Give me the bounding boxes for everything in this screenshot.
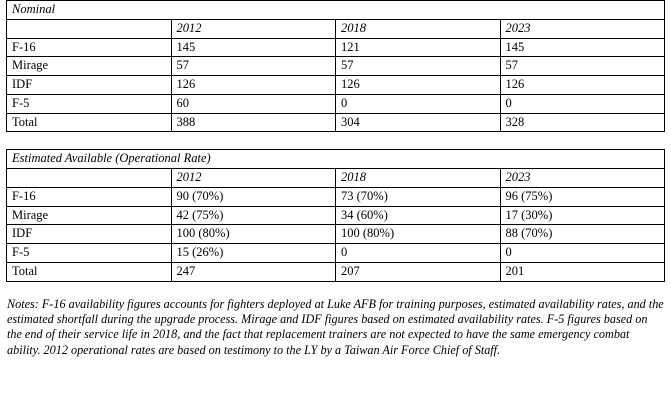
table-row — [7, 76, 665, 95]
total-label: Total — [7, 262, 172, 281]
cell-value: 42 (75%) — [171, 206, 336, 225]
cell-value: 100 (80%) — [171, 225, 336, 244]
cell-value: 17 (30%) — [500, 206, 665, 225]
table-header-row — [7, 19, 665, 38]
table-row — [7, 225, 665, 244]
column-header-2023: 2023 — [500, 169, 665, 188]
total-value: 328 — [500, 113, 665, 132]
cell-value: 34 (60%) — [336, 206, 501, 225]
column-header-blank — [7, 19, 172, 38]
row-label: F-5 — [7, 94, 172, 113]
row-label: F-16 — [7, 38, 172, 57]
column-header-2012: 2012 — [171, 169, 336, 188]
table-row — [7, 57, 665, 76]
cell-value: 0 — [500, 94, 665, 113]
table-caption-row — [7, 150, 665, 169]
total-value: 201 — [500, 262, 665, 281]
cell-value: 0 — [336, 94, 501, 113]
cell-value: 126 — [171, 76, 336, 95]
column-header-blank — [7, 169, 172, 188]
table-row — [7, 206, 665, 225]
table-row — [7, 187, 665, 206]
cell-value: 88 (70%) — [500, 225, 665, 244]
table-caption: Nominal — [7, 1, 665, 20]
cell-value: 57 — [500, 57, 665, 76]
cell-value: 60 — [171, 94, 336, 113]
total-value: 388 — [171, 113, 336, 132]
total-value: 207 — [336, 262, 501, 281]
table-row — [7, 94, 665, 113]
estimated-available-table — [6, 149, 665, 281]
column-header-2018: 2018 — [336, 169, 501, 188]
row-label: F-5 — [7, 244, 172, 263]
nominal-table-wrapper — [6, 0, 665, 132]
cell-value: 15 (26%) — [171, 244, 336, 263]
cell-value: 90 (70%) — [171, 187, 336, 206]
cell-value: 145 — [171, 38, 336, 57]
row-label: F-16 — [7, 187, 172, 206]
total-value: 247 — [171, 262, 336, 281]
cell-value: 57 — [171, 57, 336, 76]
column-header-2023: 2023 — [500, 19, 665, 38]
total-label: Total — [7, 113, 172, 132]
table-total-row — [7, 113, 665, 132]
table-row — [7, 244, 665, 263]
cell-value: 57 — [336, 57, 501, 76]
cell-value: 126 — [336, 76, 501, 95]
table-spacer — [0, 132, 671, 149]
column-header-2012: 2012 — [171, 19, 336, 38]
nominal-table — [6, 0, 665, 132]
table-caption-row — [7, 1, 665, 20]
cell-value: 100 (80%) — [336, 225, 501, 244]
row-label: Mirage — [7, 57, 172, 76]
cell-value: 126 — [500, 76, 665, 95]
cell-value: 145 — [500, 38, 665, 57]
column-header-2018: 2018 — [336, 19, 501, 38]
cell-value: 0 — [500, 244, 665, 263]
table-total-row — [7, 262, 665, 281]
cell-value: 121 — [336, 38, 501, 57]
total-value: 304 — [336, 113, 501, 132]
row-label: Mirage — [7, 206, 172, 225]
cell-value: 73 (70%) — [336, 187, 501, 206]
table-row — [7, 38, 665, 57]
cell-value: 0 — [336, 244, 501, 263]
cell-value: 96 (75%) — [500, 187, 665, 206]
table-notes: Notes: F-16 availability figures accounts for fighters deployed at Luke AFB for training purposes, estimated availability rates, and the estimated shortfall during the upgrade process. Mirage and IDF figures based on estimated availability rates. F-5 figures based on the end of their service life in 2018, and the fact that replacement trainers are not expected to have the same emergency combat ability. 2012 operational rates are based on testimony to the LY by a Taiwan Air Force Chief of Staff. — [7, 296, 664, 357]
row-label: IDF — [7, 225, 172, 244]
table-caption: Estimated Available (Operational Rate) — [7, 150, 665, 169]
table-header-row — [7, 169, 665, 188]
estimated-table-wrapper — [6, 149, 665, 281]
row-label: IDF — [7, 76, 172, 95]
